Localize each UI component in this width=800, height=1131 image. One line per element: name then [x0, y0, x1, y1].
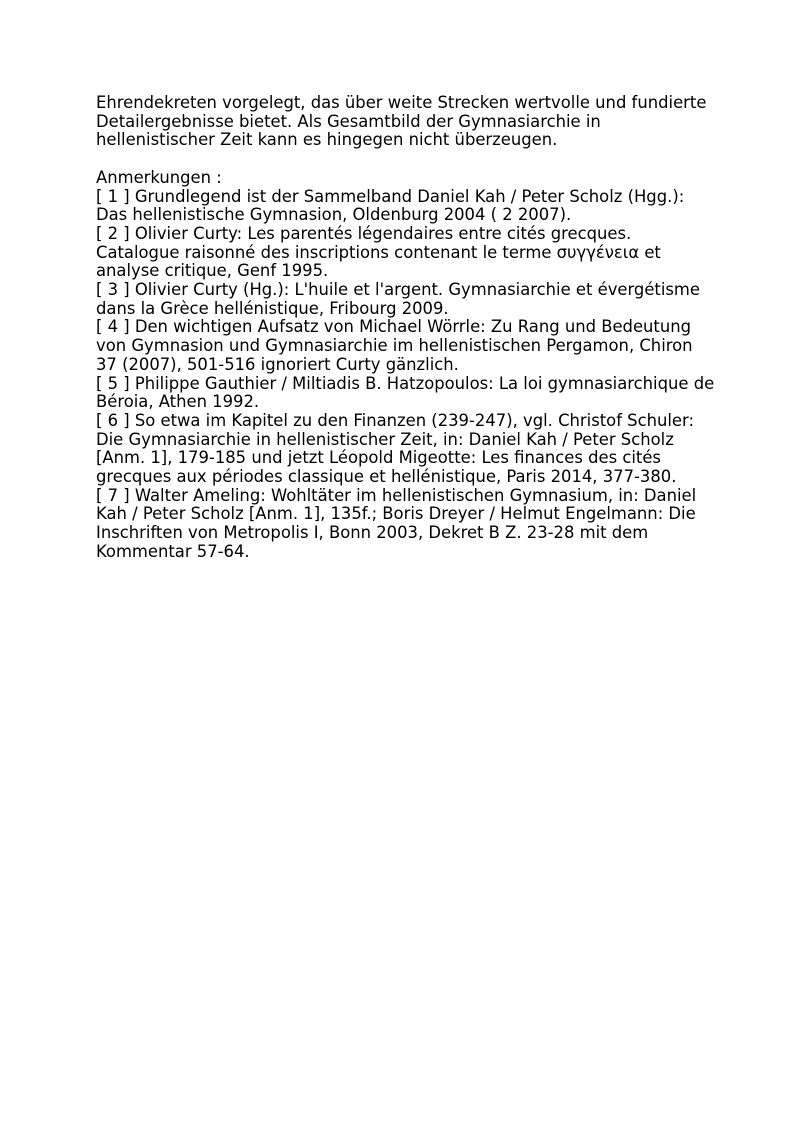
note-3	[96, 281, 716, 318]
note-1	[96, 188, 716, 225]
note-1-number: [ 1 ]	[96, 186, 135, 206]
notes-list	[96, 188, 716, 562]
note-5	[96, 375, 716, 412]
notes-heading: Anmerkungen :	[96, 167, 222, 187]
note-2-text: [ 2 ] Olivier Curty: Les parentés légendaires entre cités grecques. Catalogue raisonné des inscriptions contenant le terme συγγένεια et analyse critique, Genf 1995.	[96, 223, 661, 281]
note-4	[96, 318, 716, 374]
note-6-text: [ 6 ] So etwa im Kapitel zu den Finanzen (239-247), vgl. Christof Schuler: Die Gymnasiarchie in hellenistischer Zeit, in: Daniel Kah / Peter Scholz [Anm. 1], 179-185 und jetzt Léopold Migeotte: Les finances des cités grecques aux périodes classique et hellénistique, Paris 2014, 377-380.	[96, 410, 694, 487]
note-7	[96, 487, 716, 562]
note-3-text: [ 3 ] Olivier Curty (Hg.): L'huile et l'argent. Gymnasiarchie et évergétisme dans la Grèce hellénistique, Fribourg 2009.	[96, 280, 700, 318]
note-2	[96, 225, 716, 281]
note-4-text: [ 4 ] Den wichtigen Aufsatz von Michael Wörrle: Zu Rang und Bedeutung von Gymnasion und Gymnasiarchie im hellenistischen Pergamon, Chiron 37 (2007), 501-516 ignoriert Curty gänzlich.	[96, 317, 693, 374]
note-1-text: Grundlegend ist der Sammelband Daniel Kah / Peter Scholz (Hgg.): Das hellenistische Gymnasion, Oldenburg 2004 ( 2 2007).	[96, 186, 685, 225]
document-page	[96, 94, 716, 562]
intro-paragraph	[96, 94, 716, 150]
intro-text: Ehrendekreten vorgelegt, das über weite Strecken wertvolle und fundierte Detailergebnisse bietet. Als Gesamtbild der Gymnasiarchie in hellenistischer Zeit kann es hingegen nicht überzeugen.	[96, 93, 707, 150]
note-6	[96, 412, 716, 487]
note-7-text: [ 7 ] Walter Ameling: Wohltäter im hellenistischen Gymnasium, in: Daniel Kah / Peter Scholz [Anm. 1], 135f.; Boris Dreyer / Helmut Engelmann: Die Inschriften von Metropolis I, Bonn 2003, Dekret B Z. 23-28 mit dem Kommentar 57-64.	[96, 485, 697, 561]
paragraph-spacer	[96, 150, 716, 169]
note-5-text: [ 5 ] Philippe Gauthier / Miltiadis B. Hatzopoulos: La loi gymnasiarchique de Béroia, Athen 1992.	[96, 373, 715, 412]
